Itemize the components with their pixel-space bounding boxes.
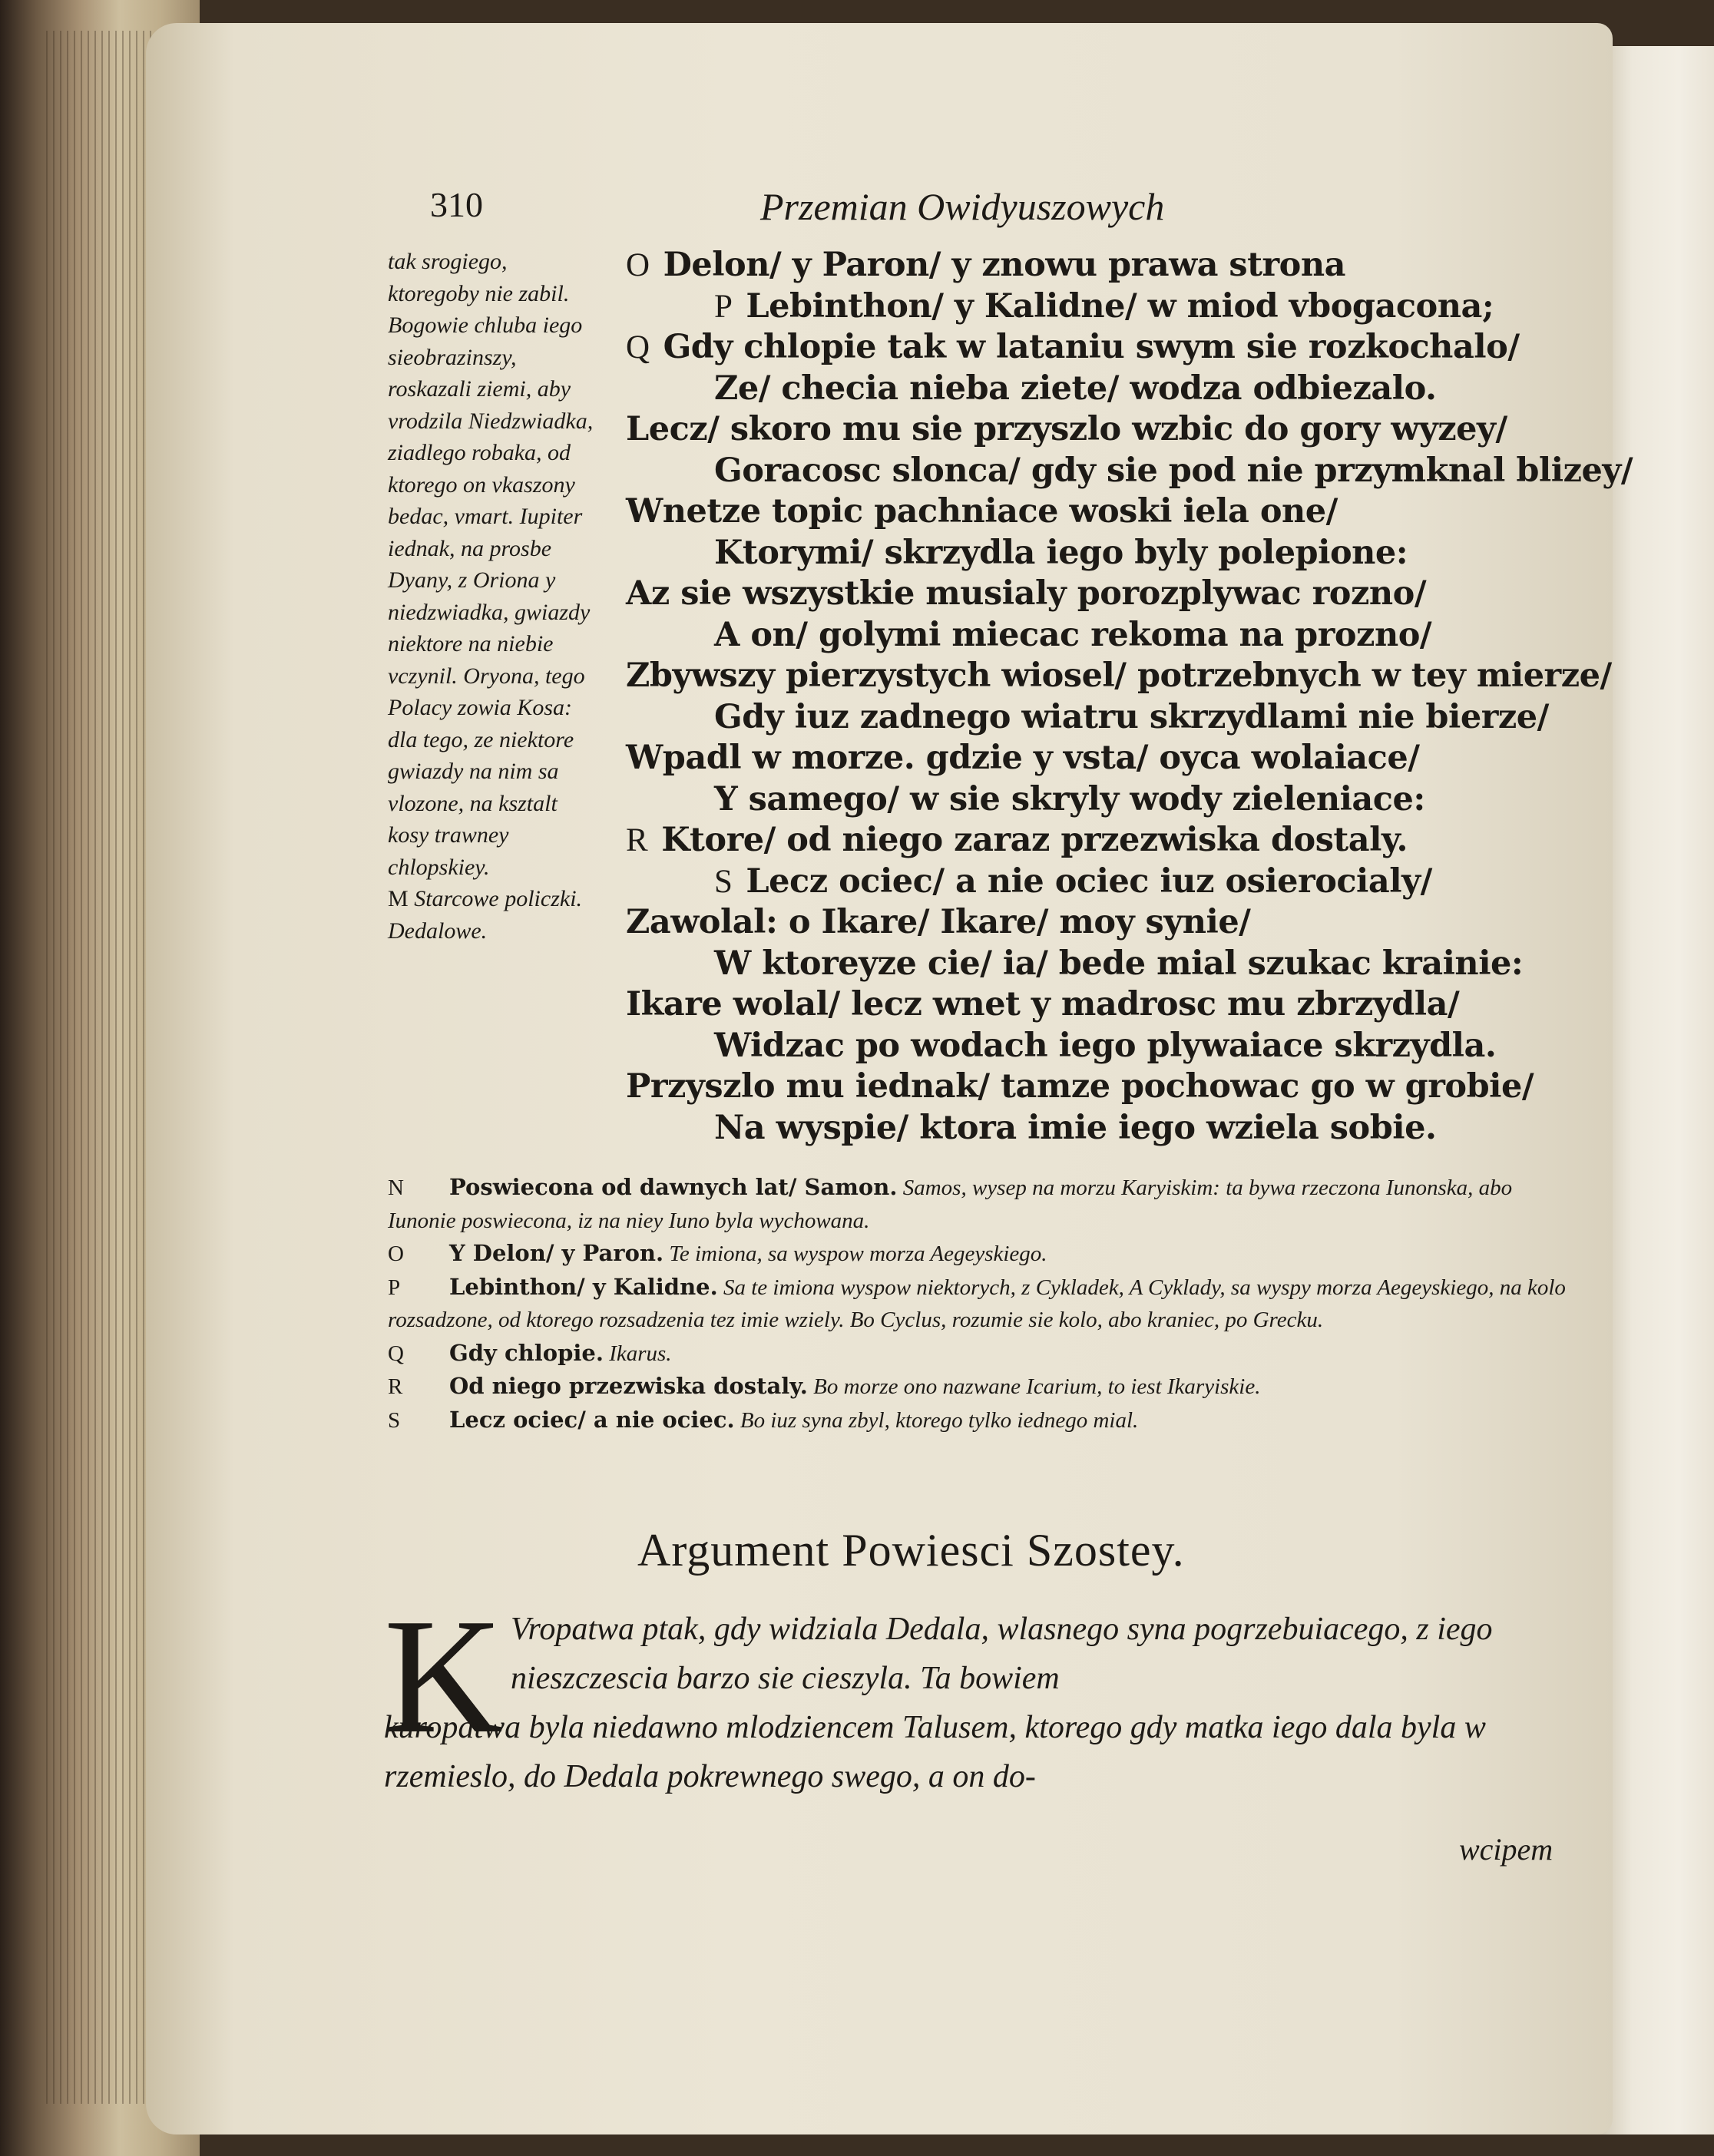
- verse-text: Widzac po wodach iego plywaiace skrzydla.: [714, 1026, 1497, 1065]
- verse-text: Zbywszy pierzystych wiosel/ potrzebnych w tey mierze/: [626, 656, 1612, 695]
- drop-cap: K: [384, 1584, 504, 1767]
- verse-text: Wpadl w morze. gdzie y vsta/ oyca wolaiace/: [626, 739, 1420, 777]
- verse-text: Ikare wolal/ lecz wnet y madrosc mu zbrzydla/: [626, 985, 1460, 1023]
- verse-line: [714, 369, 1436, 408]
- footnote-marker: R: [388, 1374, 403, 1399]
- verse-text: Gdy iuz zadnego wiatru skrzydlami nie bierze/: [714, 697, 1549, 736]
- footnote-lemma: Od niego przezwiska dostaly.: [449, 1373, 808, 1399]
- argument-title: Argument Powiesci Szostey.: [637, 1525, 1185, 1576]
- verse-text: W ktoreyze cie/ ia/ bede mial szukac krainie:: [714, 944, 1524, 983]
- verse-line: [714, 1027, 1496, 1065]
- verse-text: Zawolal: o Ikare/ Ikare/ moy synie/: [626, 903, 1251, 941]
- verse-line: [714, 944, 1523, 983]
- footnote: [388, 1337, 1578, 1371]
- verse-note-marker: Q: [626, 329, 650, 365]
- verse-text: Ktore/ od niego zaraz przezwiska dostaly.: [661, 821, 1408, 859]
- footnote-text: Ikarus.: [609, 1341, 672, 1366]
- running-title: Przemian Owidyuszowych: [760, 185, 1165, 228]
- verse-text: Gdy chlopie tak w lataniu swym sie rozkochalo/: [663, 328, 1520, 366]
- verse-text: Przyszlo mu iednak/ tamze pochowac go w grobie/: [626, 1067, 1534, 1106]
- verse-text: Y samego/ w sie skryly wody zieleniace:: [714, 779, 1425, 818]
- verse-line: [626, 410, 1507, 448]
- footnote: [388, 1404, 1578, 1437]
- argument-body: kuropatwa byla niedawno mlodziencem Talusem, ktorego gdy matka iego dala byla w rzemieslo, do Dedala pokrewnego swego, a on do-: [384, 1710, 1486, 1794]
- footnote-lemma: Y Delon/ y Paron.: [449, 1240, 664, 1266]
- verse-line: [626, 739, 1419, 777]
- gloss-text: tak srogiego, ktoregoby nie zabil. Bogowie chluba iego sieobrazinszy, roskazali ziemi, aby vrodzila Niedzwiadka, ziadlego robaka, od ktorego on vkaszony bedac, vmart. Iupiter iednak, na prosbe Dyany, z Oriona y niedzwiadka, gwiazdy niektore na niebie vczynil. Oryona, tego Polacy zowia Kosa: dla tego, ze niektore gwiazdy na nim sa vlozone, na ksztalt kosy trawney chlopskiey.: [388, 249, 594, 880]
- verse-line: [714, 534, 1408, 572]
- verse-note-marker: R: [626, 822, 648, 858]
- verse-note-marker: S: [714, 863, 733, 900]
- verse-line: [626, 328, 1520, 366]
- footnote-marker: S: [388, 1407, 401, 1433]
- marginal-gloss: [388, 246, 603, 947]
- verse-line: [626, 246, 1345, 284]
- page-number: 310: [430, 185, 483, 224]
- verse-line: [626, 492, 1338, 531]
- footnote-lemma: Lecz ociec/ a nie ociec.: [449, 1406, 735, 1433]
- footnote-text: Samos, wysep na morzu Karyiskim: ta bywa rzeczona Iunonska, abo Iunonie poswiecona, iz na niey Iuno byla wychowana.: [388, 1176, 1513, 1233]
- verse-line: [714, 616, 1431, 654]
- footnotes: [388, 1171, 1578, 1437]
- verse-text: Goracosc slonca/ gdy sie pod nie przymknal blizey/: [714, 451, 1633, 490]
- footnote: [388, 1370, 1578, 1404]
- verse-text: Lebinthon/ y Kalidne/ w miod vbogacona;: [746, 286, 1494, 326]
- footnote-lemma: Poswiecona od dawnych lat/ Samon.: [449, 1174, 898, 1200]
- gloss-marker-m: M: [388, 886, 409, 911]
- catchword: wcipem: [1459, 1832, 1554, 1867]
- footnote-marker: O: [388, 1242, 404, 1266]
- verse-line: [626, 821, 1408, 859]
- verse-text: Na wyspie/ ktora imie iego wziela sobie.: [714, 1108, 1437, 1147]
- verse-text: Lecz/ skoro mu sie przyszlo wzbic do gory wyzey/: [626, 410, 1507, 448]
- verse-line: [626, 1067, 1534, 1106]
- verse-line: [714, 287, 1494, 326]
- footnote-text: Bo morze ono nazwane Icarium, to iest Ikaryiskie.: [813, 1374, 1261, 1399]
- verse-line: [714, 862, 1432, 901]
- footnote-marker: N: [388, 1176, 404, 1200]
- verse-text: Wnetze topic pachniace woski iela one/: [626, 492, 1338, 531]
- verse-note-marker: O: [626, 247, 650, 283]
- verse-text: Lecz ociec/ a nie ociec iuz osierocialy/: [746, 861, 1432, 901]
- verse-note-marker: P: [714, 288, 733, 325]
- facing-page-gutter: [1597, 46, 1714, 2135]
- verse-text: A on/ golymi miecac rekoma na prozno/: [714, 615, 1432, 654]
- verse-text: Delon/ y Paron/ y znowu prawa strona: [663, 246, 1345, 284]
- gloss-m-text: Starcowe policzki. Dedalowe.: [388, 886, 583, 944]
- footnote: [388, 1237, 1578, 1271]
- footnote-lemma: Gdy chlopie.: [449, 1339, 604, 1366]
- footnote-lemma: Lebinthon/ y Kalidne.: [449, 1273, 718, 1300]
- verse-line: [714, 451, 1633, 490]
- footnote: [388, 1271, 1578, 1337]
- verse-text: Ktorymi/ skrzydla iego byly polepione:: [714, 533, 1408, 572]
- verse-line: [714, 780, 1425, 818]
- footnote-text: Sa te imiona wyspow niektorych, z Cykladek, A Cyklady, sa wyspy morza Aegeyskiego, na kolo rozsadzone, od ktorego rozsadzenia tez imie wziely. Bo Cyclus, rozumie sie kolo, abo kraniec, po Grecku.: [388, 1275, 1566, 1332]
- verse-line: [626, 574, 1426, 613]
- page-header: [430, 184, 1582, 230]
- verse-text: Az sie wszystkie musialy porozplywac rozno/: [626, 574, 1427, 613]
- verse-text: Ze/ checia nieba ziete/ wodza odbiezalo.: [714, 369, 1437, 408]
- verse-line: [714, 698, 1549, 736]
- footnote-marker: P: [388, 1275, 401, 1300]
- footnote-text: Te imiona, sa wyspow morza Aegeyskiego.: [669, 1242, 1047, 1266]
- verse-line: [626, 656, 1612, 695]
- argument-first-lines: Vropatwa ptak, gdy widziala Dedala, wlasnego syna pogrzebuiacego, z iego nieszczescia barzo sie cieszyla. Ta bowiem: [511, 1612, 1493, 1696]
- verse-line: [714, 1109, 1436, 1147]
- footnote-marker: Q: [388, 1341, 404, 1366]
- footnote: [388, 1171, 1578, 1237]
- verse-line: [626, 985, 1459, 1023]
- verse-line: [626, 903, 1250, 941]
- footnote-text: Bo iuz syna zbyl, ktorego tylko iednego mial.: [740, 1407, 1139, 1433]
